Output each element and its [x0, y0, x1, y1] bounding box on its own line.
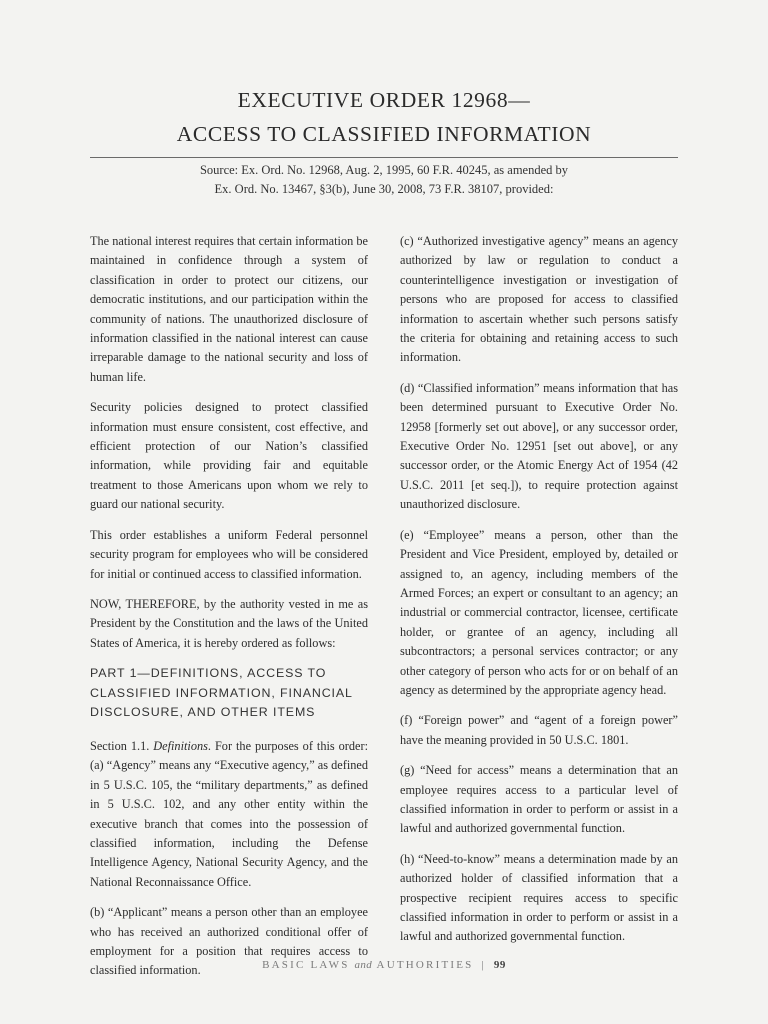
footer-title-left: BASIC LAWS: [262, 959, 355, 971]
page-number: 99: [493, 959, 506, 971]
paragraph-definition-e: (e) “Employee” means a person, other than the President and Vice President, employed by, detailed or assigned to, an agency, including members of the Armed Forces; an expert or consultant to an agency; an industrial or commercial contractor, licensee, certificate holder, or grantee of an agency, including all subcontractors; a personal services contractor; or any other category of person who acts for or on behalf of an agency as determined by the appropriate agency head.: [400, 527, 678, 697]
section-text: . For the purposes of this order: (a) “Agency” means any “Executive agency,” as defined in 5 U.S.C. 105, the “military departments,” as defined in 5 U.S.C. 102, and any other entity within the executive branch that comes into the possession of classified information, including the Defense Intelligence Agency, National Security Agency, and the National Reconnaissance Office.: [90, 738, 368, 889]
source-line-1: Source: Ex. Ord. No. 12968, Aug. 2, 1995, 60 F.R. 40245, as amended by: [199, 163, 569, 177]
footer-title-and: and: [354, 959, 373, 971]
paragraph-definition-g: (g) “Need for access” means a determination that an employee requires access to a particular level of classified information in order to perform or assist in a lawful and authorized governmental function.: [400, 763, 678, 836]
paragraph-definition-c: (c) “Authorized investigative agency” means an agency authorized by law or regulation to conduct a counterintelligence investigation or investigation of persons who are proposed for access to classified information to ascertain whether such persons satisfy the criteria for obtaining and retaining access to such information.: [400, 234, 678, 365]
source-note: [0, 161, 768, 199]
source-line-2: Ex. Ord. No. 13467, §3(b), June 30, 2008, 73 F.R. 38107, provided:: [214, 182, 554, 196]
footer-separator: |: [481, 959, 486, 971]
left-column: [90, 232, 368, 992]
paragraph-definition-d: (d) “Classified information” means information that has been determined pursuant to Executive Order No. 12958 [formerly set out above], or any successor order, Executive Order No. 12951 [set out above], or any successor order, or the Atomic Energy Act of 1954 (42 U.S.C. 2011 [et seq.]), to require protection against unauthorized disclosure.: [400, 380, 678, 512]
title-divider: [90, 157, 678, 158]
paragraph-security-policies: Security policies designed to protect classified information must ensure consistent, cost effective, and efficient protection of our Nation’s classified information, while providing fair and equitable treatment to those Americans upon whom we rely to guard our national security.: [90, 400, 368, 512]
document-title-line-2: ACCESS TO CLASSIFIED INFORMATION: [176, 122, 592, 146]
paragraph-section-1-1: [90, 737, 368, 892]
paragraph-now-therefore: NOW, THEREFORE, by the authority vested in me as President by the Constitution and the laws of the United States of America, it is hereby ordered as follows:: [90, 596, 368, 650]
document-title-line-1: EXECUTIVE ORDER 12968—: [237, 88, 531, 112]
section-term: Definitions: [153, 738, 208, 753]
paragraph-definition-f: (f) “Foreign power” and “agent of a foreign power” have the meaning provided in 50 U.S.C. 1801.: [400, 713, 678, 747]
paragraph-definition-b: (b) “Applicant” means a person other than an employee who has received an authorized conditional offer of employment for a position that requires access to classified information.: [90, 905, 368, 978]
right-column: [400, 232, 678, 958]
paragraph-order-establishes: This order establishes a uniform Federal personnel security program for employees who will be considered for initial or continued access to classified information.: [90, 527, 368, 581]
paragraph-definition-h: (h) “Need-to-know” means a determination made by an authorized holder of classified information that a prospective recipient requires access to specific classified information in order to perform or assist in a lawful and authorized governmental function.: [400, 851, 678, 944]
page-footer: [0, 959, 768, 971]
paragraph-national-interest: The national interest requires that certain information be maintained in confidence through a system of classification in order to protect our citizens, our democratic institutions, and our participation within the community of nations. The unauthorized disclosure of information classified in the national interest can cause irreparable damage to the national security and loss of human life.: [90, 234, 368, 384]
part-heading: PART 1—DEFINITIONS, ACCESS TO CLASSIFIED INFORMATION, FINANCIAL DISCLOSURE, AND OTHER ITEMS: [90, 666, 353, 720]
footer-title-right: AUTHORITIES: [372, 959, 474, 971]
section-number: Section 1.1.: [90, 738, 154, 753]
